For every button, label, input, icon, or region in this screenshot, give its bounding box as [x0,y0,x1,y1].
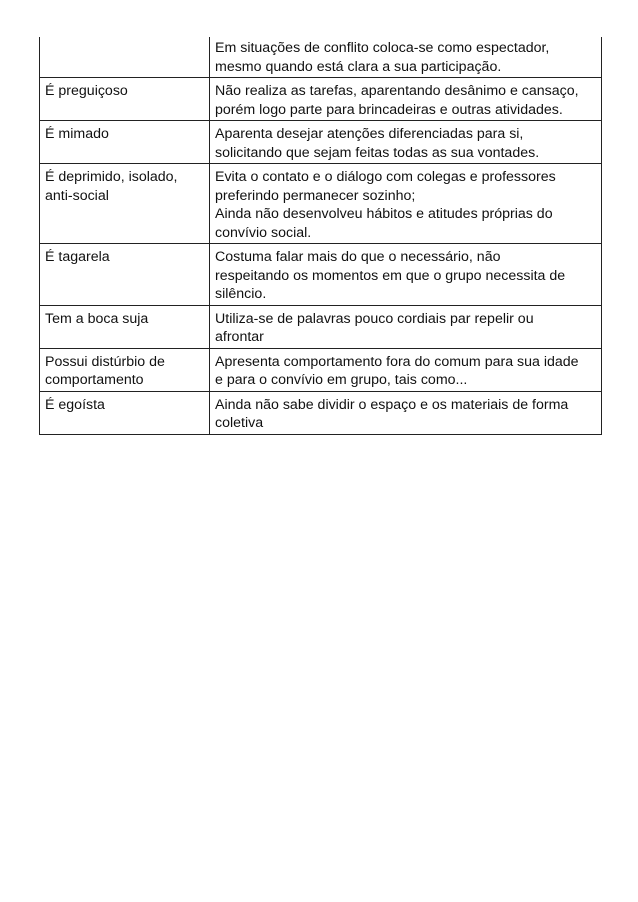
trait-cell: Tem a boca suja [40,305,210,348]
description-cell: Apresenta comportamento fora do comum para sua idade e para o convívio em grupo, tais como... [210,348,602,391]
table-row [40,305,602,348]
trait-cell: É tagarela [40,244,210,306]
table-row [40,348,602,391]
description-cell: Ainda não sabe dividir o espaço e os materiais de forma coletiva [210,391,602,434]
table-row [40,78,602,121]
trait-cell [40,37,210,78]
trait-cell: É mimado [40,121,210,164]
description-cell: Não realiza as tarefas, aparentando desânimo e cansaço, porém logo parte para brincadeiras e outras atividades. [210,78,602,121]
description-cell: Costuma falar mais do que o necessário, não respeitando os momentos em que o grupo necessita de silêncio. [210,244,602,306]
table-row [40,244,602,306]
table-row [40,121,602,164]
description-cell: Aparenta desejar atenções diferenciadas para si, solicitando que sejam feitas todas as sua vontades. [210,121,602,164]
table-row [40,164,602,244]
behavior-table [39,37,602,435]
trait-cell: É preguiçoso [40,78,210,121]
table-row [40,37,602,78]
description-cell: Em situações de conflito coloca-se como espectador, mesmo quando está clara a sua participação. [210,37,602,78]
description-cell: Evita o contato e o diálogo com colegas e professores preferindo permanecer sozinho; Ainda não desenvolveu hábitos e atitudes próprias do convívio social. [210,164,602,244]
table-row [40,391,602,434]
trait-cell: Possui distúrbio de comportamento [40,348,210,391]
trait-cell: É deprimido, isolado, anti-social [40,164,210,244]
description-cell: Utiliza-se de palavras pouco cordiais par repelir ou afrontar [210,305,602,348]
trait-cell: É egoísta [40,391,210,434]
